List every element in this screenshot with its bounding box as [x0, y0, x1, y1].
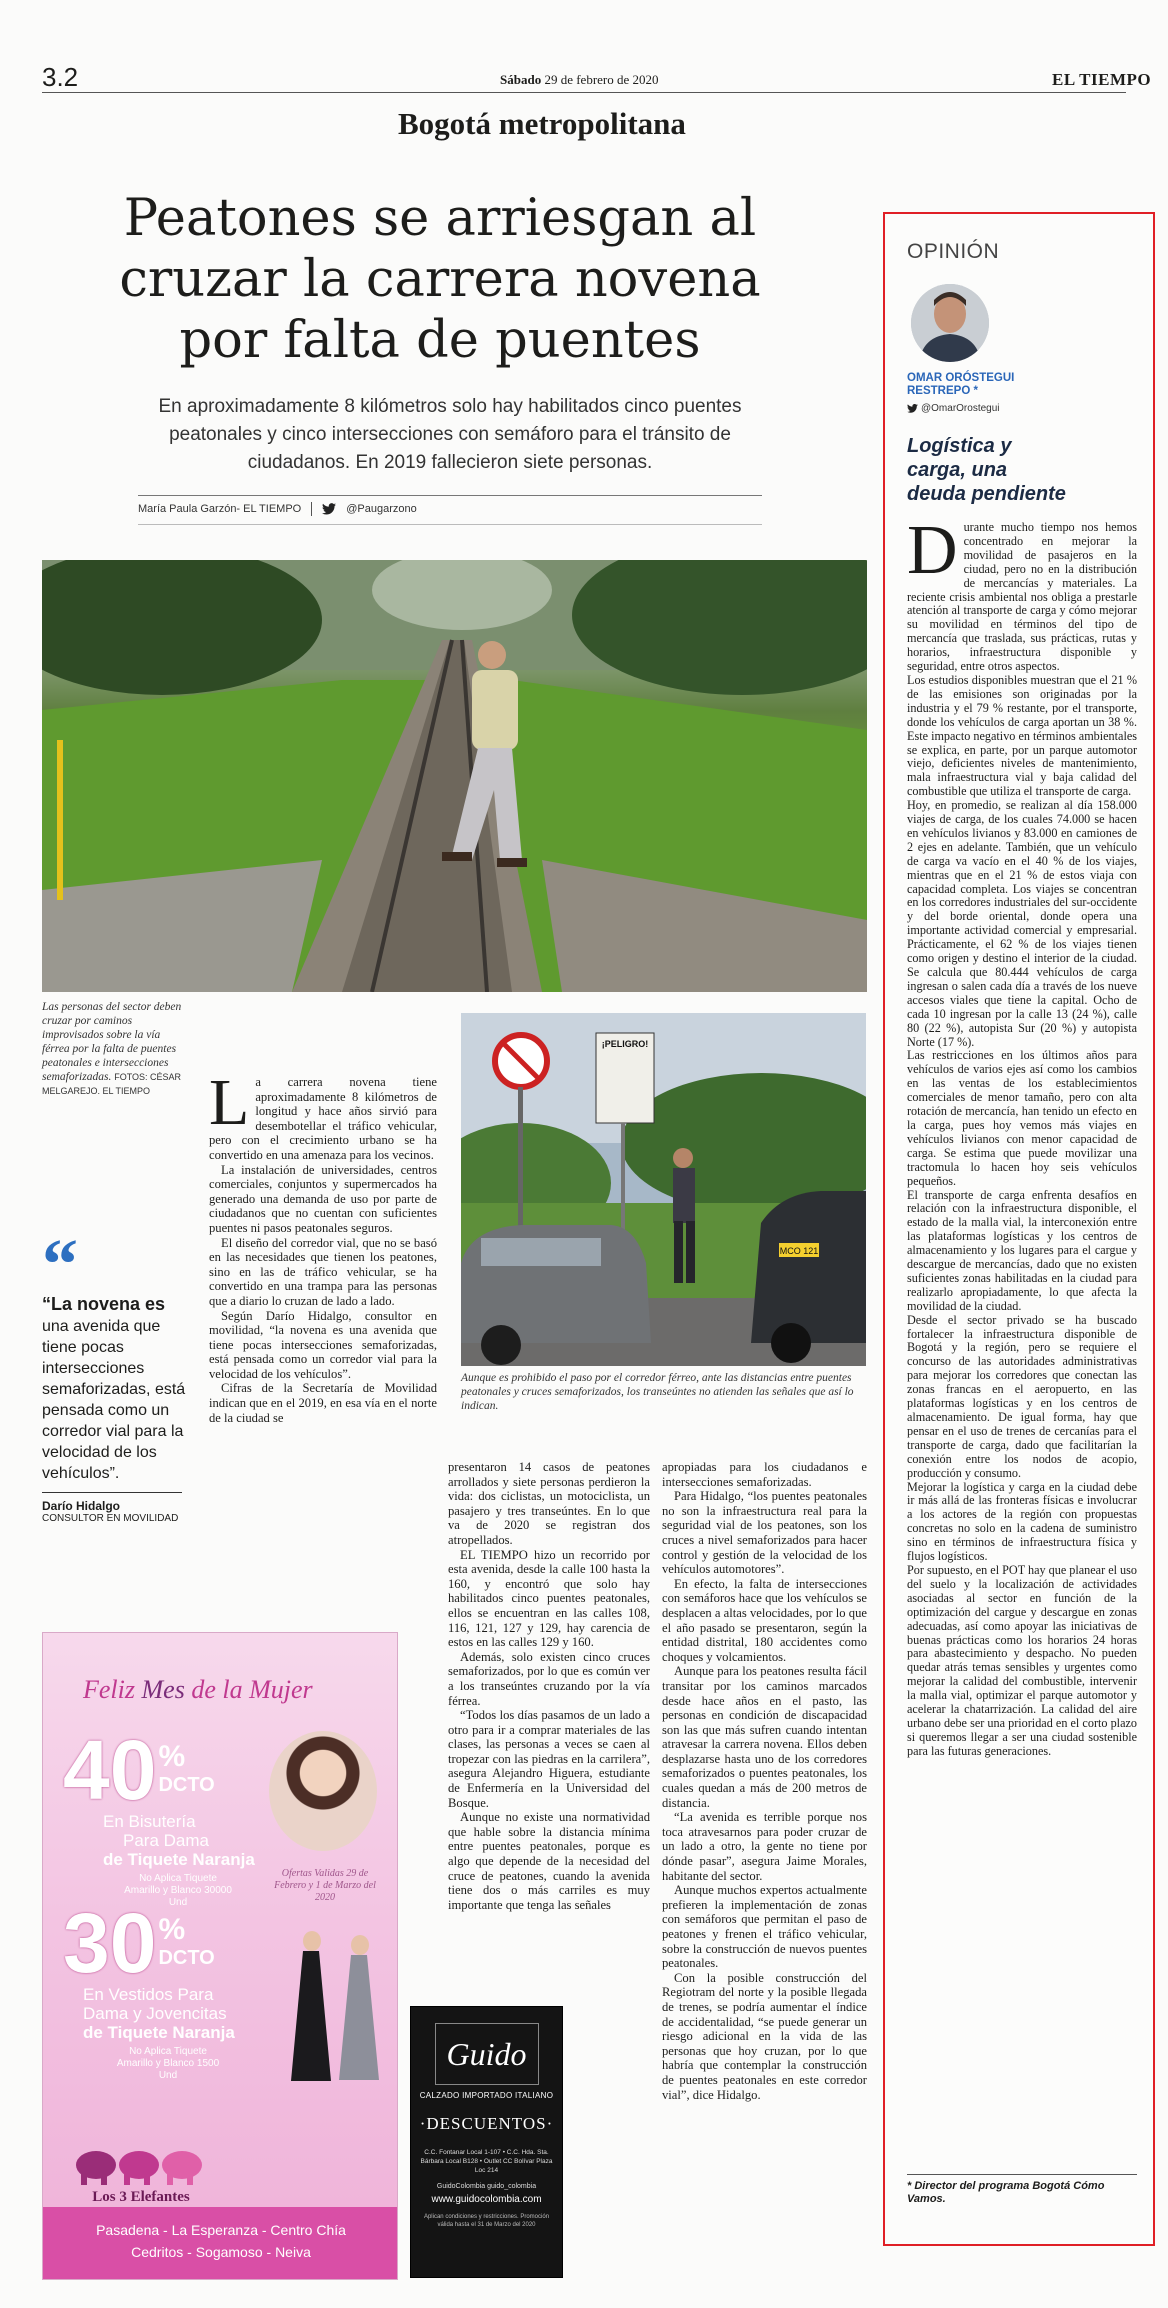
ad-guido	[410, 2006, 563, 2278]
ad1-elephants-logo	[71, 2143, 211, 2216]
twitter-icon	[907, 404, 918, 413]
photo1-caption-text: Las personas del sector deben cruzar por caminos improvisados sobre la vía férrea por la falta de puentes peatonales e intersecciones semaforizadas.	[42, 1001, 182, 1083]
ad1-line-3: de Tiquete Naranja	[103, 1850, 255, 1869]
quote-author: Darío Hidalgo	[42, 1499, 121, 1513]
quote-rule	[42, 1492, 182, 1493]
ad1-dcto-2: DCTO	[158, 1947, 215, 1969]
article-column-3	[662, 1460, 867, 2260]
author-name-1: OMAR ORÓSTEGUI	[907, 372, 1015, 384]
ad1-line-5: Dama y Jovencitas	[83, 2004, 227, 2023]
photo2-caption: Aunque es prohibido el paso por el corredor férreo, ante las distancias entre puentes peatonales y cruces semaforizados, los transeúntes no atienden las señales que así lo indican.	[461, 1372, 854, 1412]
ad1-small-1: No Aplica Tiquete Amarillo y Blanco 30000 Und	[124, 1873, 232, 1908]
ad1-stores-bar	[43, 2207, 398, 2279]
headline	[80, 188, 800, 371]
ad1-small-2: No Aplica Tiquete Amarillo y Blanco 1500 Und	[116, 2046, 220, 2081]
ad1-model-portrait	[269, 1731, 377, 1851]
opinion-title-line: carga, una	[907, 459, 1008, 481]
ad1-line-4: En Vestidos Para	[83, 1985, 214, 2004]
byline-divider	[311, 502, 312, 516]
article-column-1	[209, 1075, 437, 1580]
opinion-title	[907, 434, 1066, 506]
author-name-2: RESTREPO *	[907, 385, 978, 397]
photo-railway-crossing	[42, 560, 867, 992]
opinion-box	[883, 212, 1155, 2246]
ad1-stores-2: Cedritos - Sogamoso - Neiva	[131, 2244, 311, 2260]
guido-url: www.guidocolombia.com	[431, 2194, 542, 2205]
header-rule	[42, 92, 1126, 93]
author-portrait	[911, 284, 989, 362]
byline-twitter: @Paugarzono	[346, 503, 417, 515]
article-paragraph: Además, solo existen cinco cruces semaforizados, por lo que es común ver a los transeúntes cruzando por la vía férrea.	[448, 1649, 650, 1708]
article-paragraph: Aunque muchos expertos actualmente prefieren la implementación de zonas con semáforos que permitan el paso de peatones y frenen el tráfico vehicular, sobre la construcción de nuevos puentes peatonales.	[662, 1883, 867, 1971]
railway-scene	[42, 560, 867, 992]
brand-logo: EL TIEMPO	[1052, 70, 1152, 89]
quote-mark: “	[42, 1224, 78, 1304]
opinion-paragraph: Durante mucho tiempo nos hemos concentrado en mejorar la movilidad de pasajeros en la ciudad, pero no en la distribución de mercancías y materiales. La reciente crisis ambiental nos obliga a prestarle atención al transporte de carga y cómo mejorar su movilidad en términos del tipo de mercancía que traslada, sus prácticas, rutas y horarios, infraestructura disponible y seguridad, entre otros aspectos.	[907, 521, 1137, 674]
opinion-title-line: deuda pendiente	[907, 483, 1066, 505]
opinion-twitter	[907, 403, 1000, 414]
byline	[138, 502, 417, 516]
ad1-line-2: Para Dama	[123, 1831, 209, 1850]
twitter-icon	[322, 503, 336, 515]
article-paragraph: “Todos los días pasamos de un lado a otro para ir a comprar materiales de las clases, las personas a veces se caen al tropezar con las piedras en la carrilera”, asegura Alejandro Higuera, estudiante de Enfermería en la Universidad del Bosque.	[448, 1708, 650, 1810]
opinion-title-line: Logística y	[907, 435, 1012, 457]
section-title: Bogotá metropolitana	[398, 106, 686, 141]
headline-line: cruzar la carrera novena	[119, 250, 761, 309]
ad1-stores-1: Pasadena - La Esperanza - Centro Chía	[96, 2222, 346, 2238]
ad1-line-6: de Tiquete Naranja	[83, 2023, 235, 2042]
date-rest: 29 de febrero de 2020	[544, 72, 659, 87]
byline-rule-top	[138, 495, 762, 496]
opinion-paragraph: Hoy, en promedio, se realizan al día 158.000 viajes de carga, de los cuales 74.000 se hacen en vehículos livianos y 83.000 en camiones de 2 ejes en adelante. También, que un vehículo de carga va vacío en el 40 % de los viajes, mientras que en el 21 % de estos viaja con capacidad completa. Los viajes se concentran en los corredores industriales del sur-occidente y del borde oriental, donde opera una importante actividad comercial y empresarial. Prácticamente, el 62 % de los viajes tienen como origen y destino el interior de la ciudad. Se calcula que 80.444 vehículos de carga ingresan o salen cada día a través de los nueve accesos viales que tiene la capital. Ocho de cada 10 ingresan por la calle 13 (24 %), calle 80 (22 %), autopista Sur (20 %) y autopista Norte (17 %).	[907, 798, 1137, 1049]
lead-paragraph: En aproximadamente 8 kilómetros solo hay habilitados cinco puentes peatonales y cinco intersecciones con semáforo para el tránsito de ciudadanos. En 2019 fallecieron siete personas.	[158, 396, 742, 473]
guido-subtitle: CALZADO IMPORTADO ITALIANO	[419, 2091, 554, 2100]
quote-bold: “La novena es	[42, 1294, 166, 1314]
guido-logo: Guido	[435, 2023, 539, 2085]
opinion-paragraph: Mejorar la logística y carga en la ciudad debe ir más allá de las fronteras físicas e involucrar a los actores de la región con propuestas concretas no solo en la cadena de suministro sino en términos de infraestructura física y flujos logísticos.	[907, 1479, 1137, 1564]
article-column-2	[448, 1460, 650, 2040]
ad1-line-1: En Bisutería	[103, 1812, 196, 1831]
byline-rule-bottom	[138, 524, 762, 525]
quote-text	[42, 1294, 192, 1484]
pull-quote	[42, 1224, 192, 1524]
quote-rest: una avenida que tiene pocas intersecciones semaforizadas, está pensada como un corredor vial para la velocidad de los vehículos”.	[42, 1318, 186, 1482]
photo1-caption	[42, 1000, 184, 1098]
headline-line: por falta de puentes	[179, 311, 701, 370]
ad1-offer-2: 30 % DCTO En Vestidos Para Dama y Jovencitas de Tiquete Naranja No Aplica Tiquete Amarillo y Blanco 1500 Und	[63, 1901, 293, 2082]
ad1-dcto-1: DCTO	[158, 1774, 215, 1796]
headline-line: Peatones se arriesgan al	[123, 189, 757, 248]
article-paragraph: Aunque no existe una normatividad que hable sobre la distancia mínima entre puentes peatonales, porque es algo que depende de la necesidad del cruce de peatones, cuando la avenida tiene dos o más carriles es muy importante que tenga las señales	[448, 1810, 650, 1912]
opinion-paragraph: Las restricciones en los últimos años para vehículos de varios ejes así como los cambios en las ventas de los establecimientos comerciales de menor tamaño, pero con alta rotación de mercancía, han tenido un efecto en la carga, pues hoy vemos más viajes en vehículos livianos con menor capacidad de carga. Se estima que puede movilizar una tractomula lo hacen hoy seis vehículos pequeños.	[907, 1048, 1137, 1188]
article-paragraph: Cifras de la Secretaría de Movilidad indican que en el 2019, en esa vía en el norte de la ciudad se	[209, 1381, 437, 1425]
ad1-heading: Feliz Mes de la Mujer	[83, 1675, 313, 1704]
guido-addresses: C.C. Fontanar Local 1-107 • C.C. Hda. Sta. Bárbara Local B128 • Outlet CC Bolívar Plaza Loc 214	[420, 2149, 553, 2174]
article-paragraph: presentaron 14 casos de peatones arrollados y siete personas perdieron la vida: dos ciclistas, un motociclista, un pasajero y tres transeúntes. En lo que va de 2020 se registran dos atropellados.	[448, 1460, 650, 1547]
ad-los-3-elefantes	[42, 1632, 398, 2280]
opinion-body	[907, 521, 1137, 2161]
elephant-icon	[71, 2143, 211, 2185]
opinion-paragraph: Los estudios disponibles muestran que el 21 % de las emisiones son originadas por la industria y el 79 % restante, por el transporte, donde los vehículos de carga aportan un 38 %. Este impacto negativo en términos ambientales se explica, en parte, por un parque automotor viejo, deficientes niveles de mantenimiento, mala infraestructura vial y baja calidad del combustible que utiliza el transporte de carga.	[907, 672, 1137, 799]
opinion-label: OPINIÓN	[907, 240, 1000, 263]
article-paragraph: Con la posible construcción del Regiotram del norte y la posible llegada de trenes, se podría aumentar el índice de accidentalidad, “se puede generar un riesgo adicional en la vida de las personas que hoy cruzan, por lo que habría que contemplar la construcción de puentes peatonales en este corredor vial”, dice Hidalgo.	[662, 1970, 867, 2102]
article-paragraph: apropiadas para los ciudadanos e intersecciones semaforizadas.	[662, 1460, 867, 1489]
ad1-offer-1: 40 % DCTO En Bisutería Para Dama de Tiquete Naranja No Aplica Tiquete Amarillo y Blanco 30000 Und	[63, 1728, 283, 1909]
article-paragraph: Aunque para los peatones resulta fácil transitar por los caminos marcados desde hace años en el pasto, las personas en condición de discapacidad son las que más sufren cuando intentan atravesar la carrera novena. Ellos deben desplazarse hasta uno de los corredores semaforizados o puentes peatonales, los cuales quedan a más de 200 metros de distancia.	[662, 1664, 867, 1810]
ad1-dress-model-2	[339, 1935, 381, 2135]
article-paragraph: El diseño del corredor vial, que no se basó en las necesidades que tienen los peatones, sino en las de tráfico vehicular, se ha convertido en una trampa para las personas que a diario lo cruzan de lado a lado.	[209, 1235, 437, 1308]
opinion-paragraph: Por supuesto, en el POT hay que planear el uso del suelo y la localización de actividades asociadas al sector en función de la optimización del cargue y descargue en zonas adecuadas, así como apoyar las iniciativas de buenas prácticas como los horarios 24 horas para abastecimiento y despacho. No pueden quedar atrás temas sensibles y urgentes como mejorar la calidad del combustible, intervenir la malla vial, optimizar el parque automotor y acelerar la chatarrización. La calidad del aire urbano debe ser una prioridad en el corto plazo si queremos llegar a ser una ciudad sostenible para las futuras generaciones.	[907, 1562, 1137, 1758]
guido-offer: ·DESCUENTOS·	[419, 2114, 554, 2133]
opinion-paragraph: Desde el sector privado se ha buscado fortalecer la infraestructura disponible de Bogotá y la región, pero se requiere el concurso de las autoridades administrativas para mejorar los corredores que conectan las zonas francas en el aeropuerto, en las plataformas logísticas y en los centros de almacenamiento. De igual forma, hay que pensar en el uso de trenes de cercanías para el transporte de carga, dado que facilitarían la conexión entre los nodos de acopio, producción y consumo.	[907, 1312, 1137, 1480]
date-day: Sábado	[500, 72, 542, 87]
article-paragraph: “La avenida es terrible porque nos toca atravesarnos para poder cruzar de un lado a otro, la gente no tiene por dónde pasar”, asegura Jaime Morales, habitante del sector.	[662, 1810, 867, 1883]
opinion-footnote: * Director del programa Bogotá Cómo Vamos.	[907, 2180, 1105, 2205]
article-paragraph: Para Hidalgo, “los puentes peatonales no son la infraestructura real para la seguridad vial de los peatones, son los cruces a nivel semaforizados para hacer control y gestión de la velocidad de los vehículos automotores”.	[662, 1489, 867, 1577]
car-plate-text: MCO 121	[779, 1246, 819, 1256]
photo1-credit: FOTOS: CÉSAR MELGAREJO. EL TIEMPO	[42, 1072, 182, 1096]
opinion-drop-cap: D	[907, 521, 958, 589]
ad1-dress-model-1	[291, 1931, 333, 2131]
ad1-validity: Ofertas Validas 29 de Febrero y 1 de Marzo del 2020	[274, 1868, 376, 1903]
danger-sign-text: ¡PELIGRO!	[601, 1039, 649, 1049]
guido-social: GuidoColombia guido_colombia	[436, 2183, 537, 2190]
quote-role: CONSULTOR EN MOVILIDAD	[42, 1513, 179, 1524]
page-date	[500, 72, 659, 88]
article-paragraph: EL TIEMPO hizo un recorrido por esta avenida, desde la calle 100 hasta la 160, y encontró que solo hay habilitados cinco puentes peatonales, ellos se encuentran en las calles 108, 116, 121, 127 y 129, hay carencia de estos en las calles 129 y 160.	[448, 1547, 650, 1650]
article-paragraph: La instalación de universidades, centros comerciales, conjuntos y supermercados ha generado una demanda de uso por parte de ciudadanos que no cuentan con suficientes puentes ni pasos peatonales seguros.	[209, 1162, 437, 1235]
opinion-author	[907, 372, 1014, 398]
article-paragraph: Según Darío Hidalgo, consultor en movilidad, “la novena es una avenida que tiene pocas intersecciones semaforizadas, está pensada como un corredor vial para la velocidad de los vehículos”.	[209, 1308, 437, 1381]
article-paragraph: La carrera novena tiene aproximadamente 8 kilómetros de longitud y hace años sirvió para desembotellar el tráfico vehicular, pero con el crecimiento urbano se ha convertido en una amenaza para los vecinos.	[209, 1075, 437, 1162]
article-paragraph: En efecto, la falta de intersecciones con semáforos hace que los vehículos se desplacen a altas velocidades, por lo que el año pasado se presentaron, según la entidad distrital, 180 accidentes como choques y volcamientos.	[662, 1576, 867, 1664]
byline-author: María Paula Garzón- EL TIEMPO	[138, 503, 302, 515]
opinion-paragraph: El transporte de carga enfrenta desafíos en relación con la infraestructura disponible, el estado de la malla vial, la interconexión entre las plataformas logísticas y los centros de almacenamiento y los lugares para el cargue y descargue de mercancías, dado que no existen suficientes zonas habilitadas en la ciudad para realizarlo apropiadamente, lo que afecta la movilidad de la ciudad.	[907, 1187, 1137, 1313]
opinion-twitter-handle: @OmarOrostegui	[921, 403, 1000, 414]
guido-fine-print: Aplican condiciones y restricciones. Promoción válida hasta el 31 de Marzo del 2020	[423, 2214, 550, 2228]
photo-street-crossing	[461, 1013, 866, 1366]
ad1-brand: Los 3 Elefantes	[92, 2189, 190, 2205]
author-avatar	[911, 284, 989, 362]
ad1-percent-1: 40	[63, 1723, 157, 1817]
street-scene	[461, 1013, 866, 1366]
page-number: 3.2	[42, 62, 79, 92]
opinion-footnote-rule	[907, 2174, 1137, 2175]
drop-cap: L	[209, 1075, 250, 1139]
ad1-percent-2: 30	[63, 1896, 157, 1990]
